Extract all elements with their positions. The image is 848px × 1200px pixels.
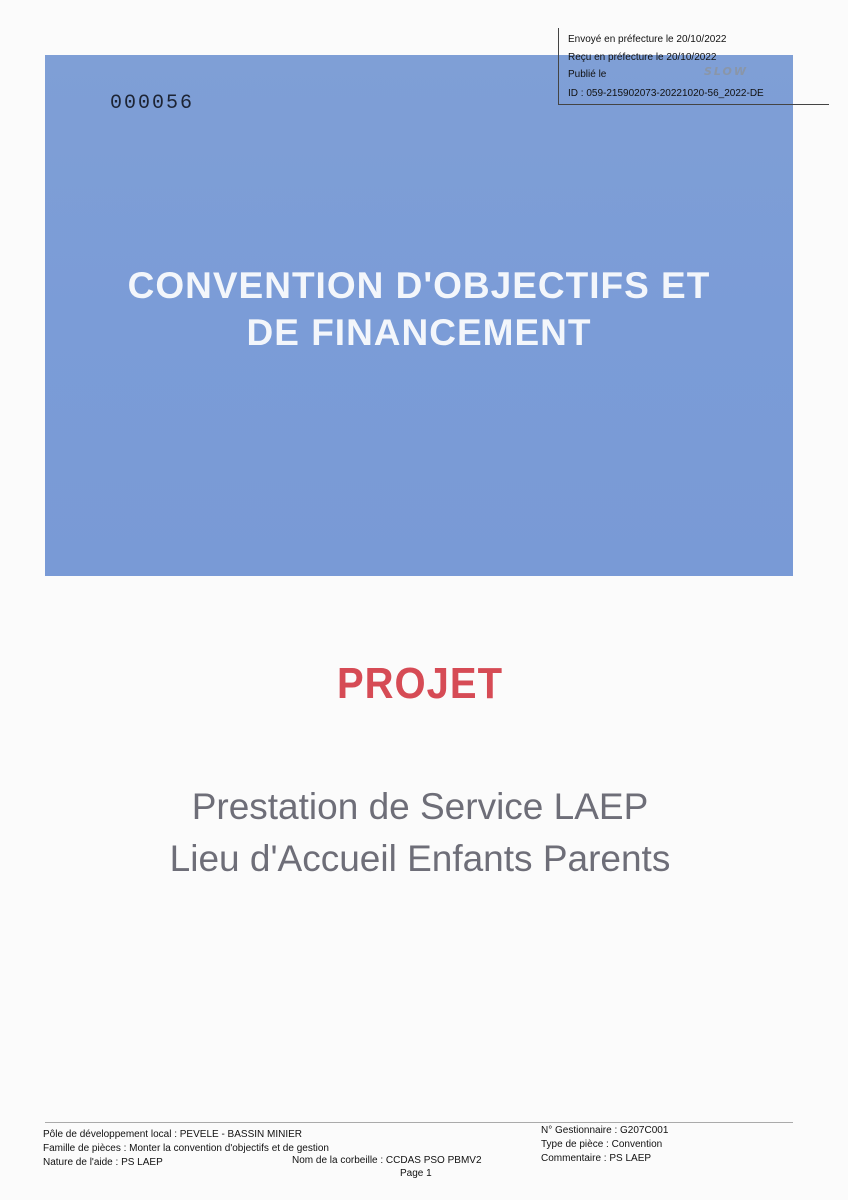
subtitle-line-2: Lieu d'Accueil Enfants Parents — [169, 838, 671, 879]
prefecture-stamp — [558, 28, 829, 105]
projet-stamp: PROJET — [336, 660, 504, 708]
document-number: 000056 — [110, 92, 195, 115]
stamp-received-date: Reçu en préfecture le 20/10/2022 — [568, 52, 717, 63]
slow-logo: SLOW — [704, 65, 749, 78]
stamp-published: Publié le — [568, 69, 607, 80]
footer-commentaire: Commentaire : PS LAEP — [541, 1153, 652, 1164]
footer-nature: Nature de l'aide : PS LAEP — [43, 1157, 163, 1168]
stamp-id: ID : 059-215902073-20221020-56_2022-DE — [568, 88, 764, 99]
title-line-2: DE FINANCEMENT — [246, 312, 592, 353]
footer-famille: Famille de pièces : Monter la convention d'objectifs et de gestion — [43, 1143, 329, 1154]
document-title — [45, 262, 793, 356]
footer-divider — [45, 1122, 793, 1123]
title-line-1: CONVENTION D'OBJECTIFS ET — [127, 265, 711, 306]
subtitle-line-1: Prestation de Service LAEP — [191, 786, 649, 827]
footer-type-piece: Type de pièce : Convention — [541, 1139, 663, 1150]
footer-corbeille: Nom de la corbeille : CCDAS PSO PBMV2 — [292, 1155, 482, 1166]
stamp-sent-date: Envoyé en préfecture le 20/10/2022 — [568, 34, 727, 45]
footer-gestionnaire: N° Gestionnaire : G207C001 — [541, 1125, 669, 1136]
footer-page-number: Page 1 — [400, 1168, 432, 1179]
footer-pole: Pôle de développement local : PEVELE - BASSIN MINIER — [43, 1129, 303, 1140]
